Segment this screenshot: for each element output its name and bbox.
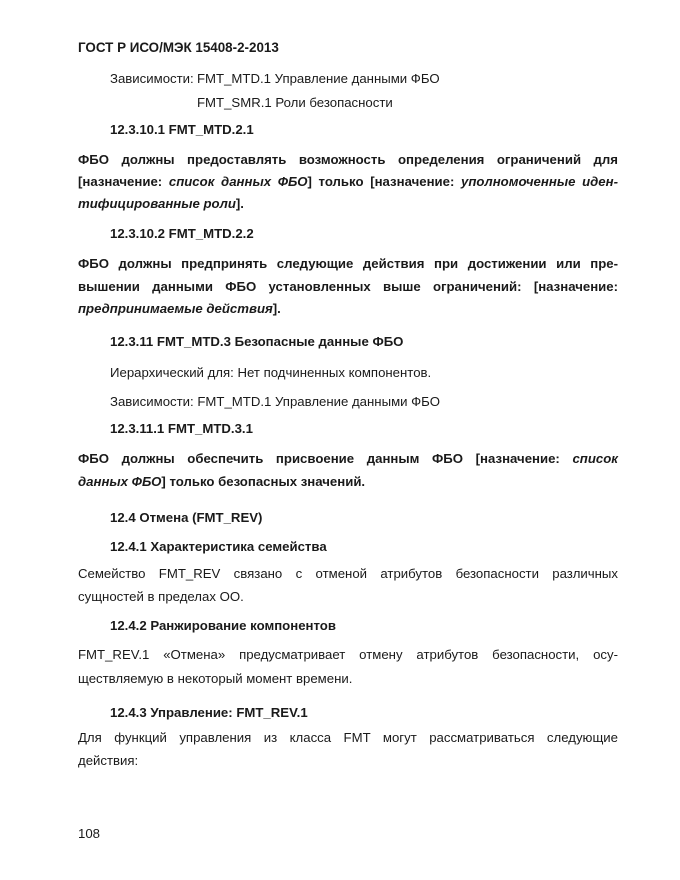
paragraph-line: вышении данными ФБО установленных выше ограничений: [назначение: (78, 279, 618, 294)
text-run: тифицированные роли (78, 196, 236, 211)
paragraph-line (78, 174, 618, 190)
paragraph-line: действия: (78, 753, 139, 768)
section-heading: 12.4.3 Управление: FMT_REV.1 (110, 705, 308, 720)
text-run: ] только безопасных значений. (161, 474, 366, 489)
paragraph-line (78, 474, 365, 490)
paragraph-line (78, 301, 281, 317)
text-run: уполномоченные иден- (461, 174, 618, 189)
section-heading: 12.4 Отмена (FMT_REV) (110, 510, 263, 525)
hierarchy-text: Иерархический для: Нет подчиненных компонентов. (110, 365, 432, 380)
text-run: [назначение: (78, 174, 169, 189)
text-run: ФБО должны обеспечить присвоение данным ФБО [назначение: (78, 451, 573, 466)
dependencies-label: Зависимости: (110, 71, 194, 86)
text-run: данных ФБО (78, 474, 162, 489)
text-run: список (572, 451, 618, 466)
section-heading: 12.3.11 FMT_MTD.3 Безопасные данные ФБО (110, 334, 404, 349)
paragraph-line: сущностей в пределах ОО. (78, 589, 244, 604)
text-run: ] только [назначение: (307, 174, 462, 189)
paragraph-line: ФБО должны предпринять следующие действия при достижении или пре- (78, 256, 618, 271)
text-run: ]. (235, 196, 244, 211)
section-heading: 12.3.10.1 FMT_MTD.2.1 (110, 122, 254, 137)
section-heading: 12.3.10.2 FMT_MTD.2.2 (110, 226, 254, 241)
paragraph-line: ществляемую в некоторый момент времени. (78, 671, 353, 686)
paragraph-line: Для функций управления из класса FMT могут рассматриваться следующие (78, 730, 618, 745)
text-run: ]. (272, 301, 281, 316)
paragraph-line (78, 451, 618, 467)
dependency-item: FMT_MTD.1 Управление данными ФБО (197, 71, 440, 86)
paragraph-line: ФБО должны предоставлять возможность определения ограничений для (78, 152, 618, 167)
text-run: предпринимаемые действия (78, 301, 273, 316)
paragraph-line (78, 196, 244, 212)
dependencies-text: Зависимости: FMT_MTD.1 Управление данными ФБО (110, 394, 440, 409)
paragraph-line: FMT_REV.1 «Отмена» предусматривает отмену атрибутов безопасности, осу- (78, 647, 618, 662)
dependency-item: FMT_SMR.1 Роли безопасности (197, 95, 393, 110)
paragraph-line: Семейство FMT_REV связано с отменой атрибутов безопасности различных (78, 566, 618, 581)
section-heading: 12.3.11.1 FMT_MTD.3.1 (110, 421, 253, 436)
section-heading: 12.4.1 Характеристика семейства (110, 539, 327, 554)
page-number: 108 (78, 826, 101, 841)
text-run: список данных ФБО (168, 174, 308, 189)
section-heading: 12.4.2 Ранжирование компонентов (110, 618, 336, 633)
document-header: ГОСТ Р ИСО/МЭК 15408-2-2013 (78, 40, 279, 55)
